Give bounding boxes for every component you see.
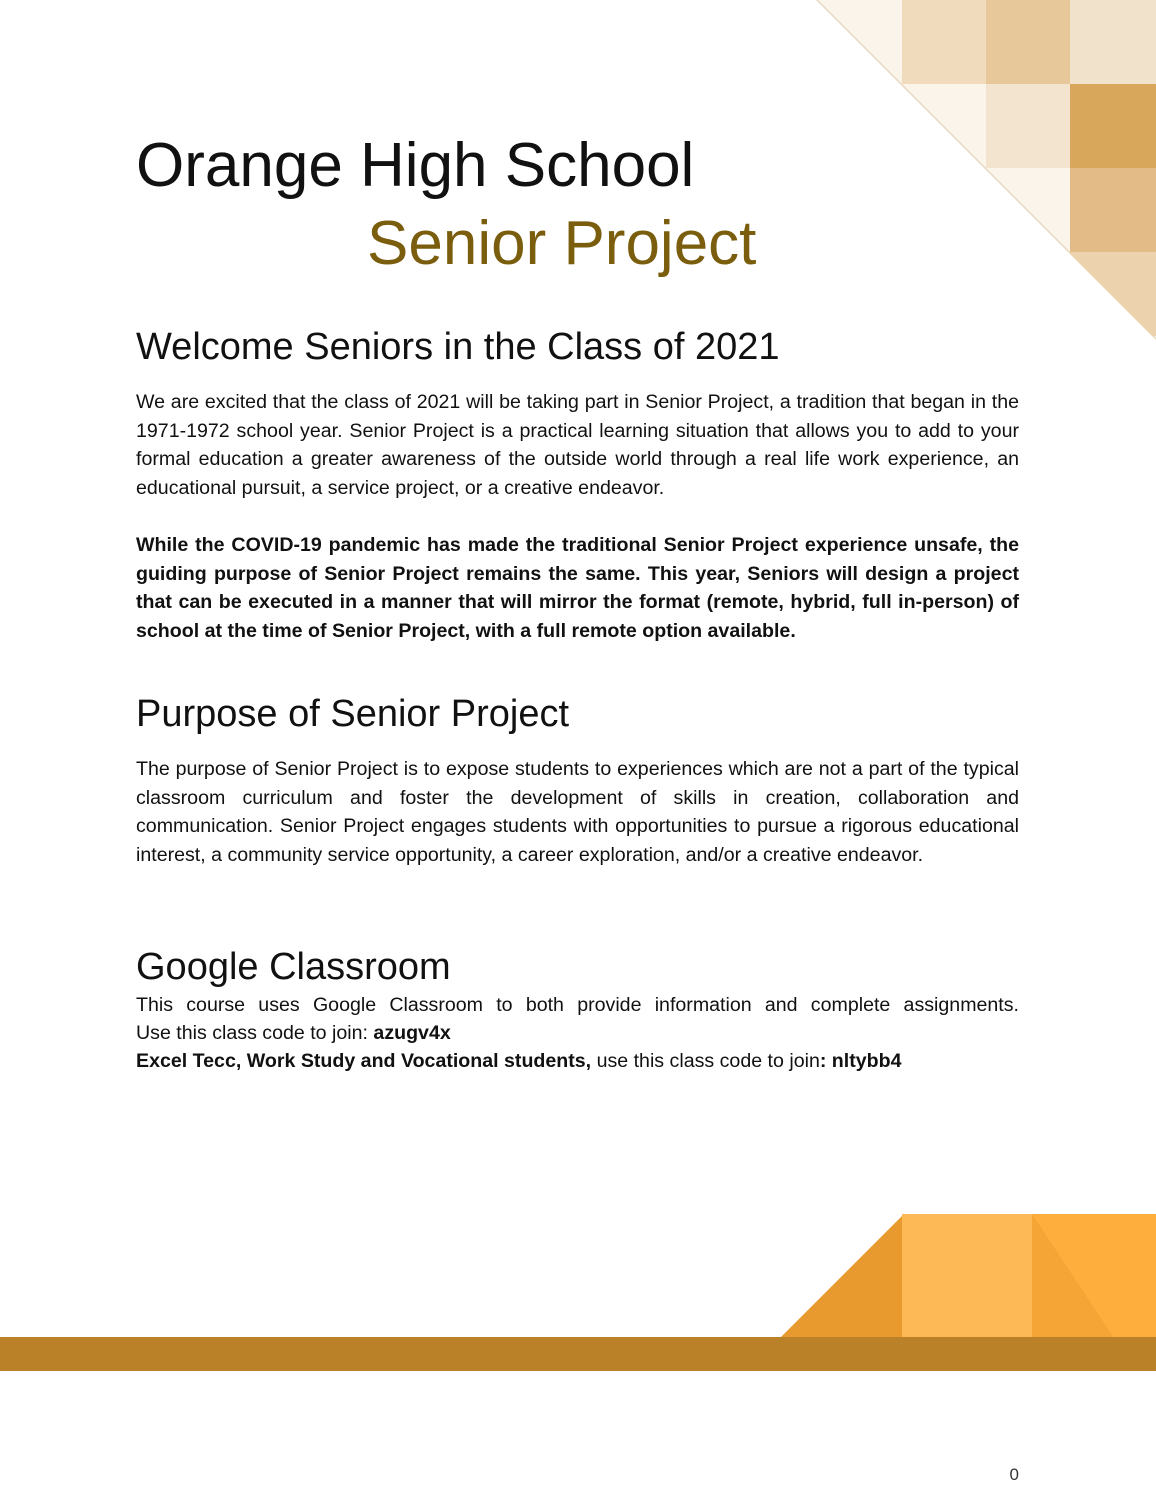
welcome-heading: Welcome Seniors in the Class of 2021 <box>136 326 780 368</box>
document-subtitle: Senior Project <box>367 209 757 278</box>
decorative-mosaic-top-right <box>816 0 1156 340</box>
purpose-heading: Purpose of Senior Project <box>136 693 570 735</box>
decorative-bottom-band <box>0 1337 1156 1371</box>
classroom-intro-line: This course uses Google Classroom to both provide information and complete assignments. <box>136 994 1019 1016</box>
vocational-class-code-value: : nltybb4 <box>819 1050 902 1072</box>
vocational-students-label: Excel Tecc, Work Study and Vocational students, <box>136 1050 592 1072</box>
class-code-value: azugv4x <box>373 1022 451 1044</box>
vocational-class-code-line <box>136 1047 901 1075</box>
page-number: 0 <box>1009 1465 1019 1484</box>
document-title: Orange High School <box>136 131 695 200</box>
decorative-orange-shape <box>780 1214 1156 1338</box>
covid-notice-paragraph: While the COVID-19 pandemic has made the traditional Senior Project experience unsafe, the guiding purpose of Senior Project remains the same. This year, Seniors will design a project that can be executed in a manner that will mirror the format (remote, hybrid, full in-person) of school at the time of Senior Project, with a full remote option available. <box>136 534 1019 642</box>
class-code-line <box>136 1019 451 1047</box>
vocational-code-label: use this class code to join <box>591 1050 820 1072</box>
purpose-paragraph: The purpose of Senior Project is to expose students to experiences which are not a part of the typical classroom curriculum and foster the development of skills in creation, collaboration and communication. Senior Project engages students with opportunities to pursue a rigorous educational interest, a community service opportunity, a career exploration, and/or a creative endeavor. <box>136 758 1019 866</box>
welcome-paragraph: We are excited that the class of 2021 will be taking part in Senior Project, a tradition that began in the 1971-1972 school year. Senior Project is a practical learning situation that allows you to add to your formal education a greater awareness of the outside world through a real life work experience, an educational pursuit, a service project, or a creative endeavor. <box>136 391 1019 499</box>
google-classroom-heading: Google Classroom <box>136 946 451 988</box>
mosaic-mask <box>816 0 1156 340</box>
class-code-label: Use this class code to join: <box>136 1022 374 1044</box>
